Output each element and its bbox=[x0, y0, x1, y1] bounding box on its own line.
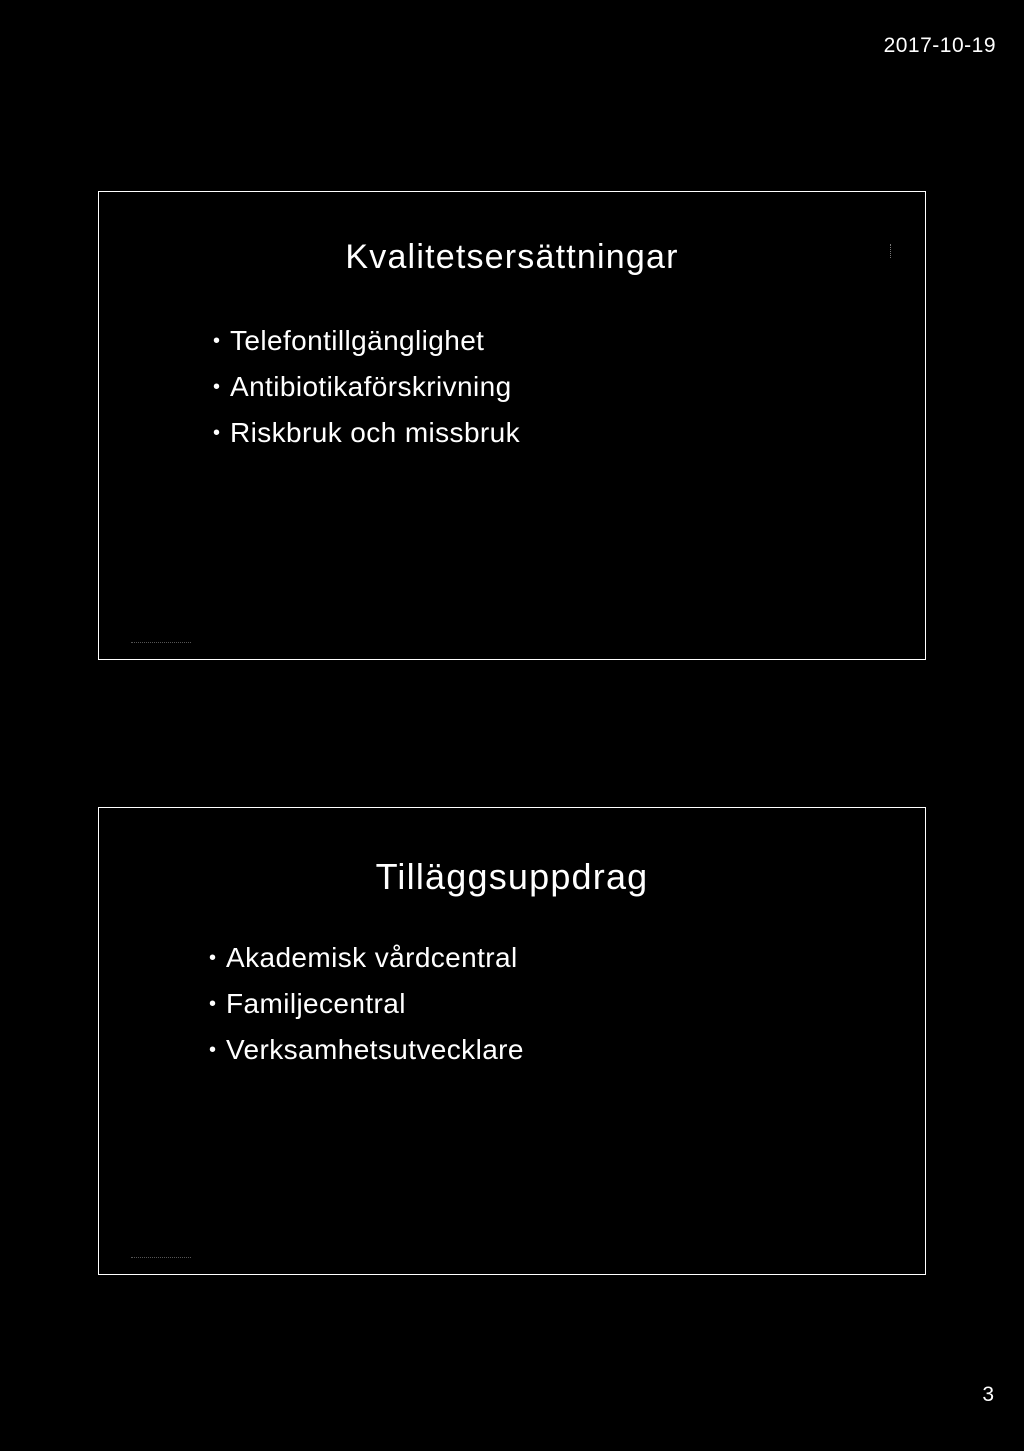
slide-2-bullet-text: Verksamhetsutvecklare bbox=[226, 1034, 524, 1065]
slide-2-bullet-text: Akademisk vårdcentral bbox=[226, 942, 518, 973]
page-number: 3 bbox=[982, 1383, 994, 1406]
slide-1-bullet-text: Telefontillgänglighet bbox=[230, 325, 485, 356]
slide-2-bullet-item bbox=[209, 1027, 524, 1073]
bullet-icon: • bbox=[213, 330, 221, 352]
bullet-icon: • bbox=[209, 993, 217, 1015]
slide-1-bullet-text: Riskbruk och missbruk bbox=[230, 417, 521, 448]
slide-2-bullet-item bbox=[209, 935, 524, 981]
slide-2-bullet-list bbox=[209, 935, 524, 1073]
slide-footer-mark bbox=[131, 642, 191, 647]
slide-2-bullet-text: Familjecentral bbox=[226, 988, 406, 1019]
slide-1-bullet-item bbox=[213, 364, 520, 410]
slide-1-title: Kvalitetsersättningar bbox=[345, 238, 679, 276]
bullet-icon: • bbox=[213, 376, 221, 398]
slide-footer-mark bbox=[131, 1257, 191, 1262]
slide-1-bullet-item bbox=[213, 318, 520, 364]
slide-1-bullet-text: Antibiotikaförskrivning bbox=[230, 371, 512, 402]
bullet-icon: • bbox=[213, 422, 221, 444]
bullet-icon: • bbox=[209, 1039, 217, 1061]
slide-2-title: Tilläggsuppdrag bbox=[375, 856, 649, 897]
slide-1 bbox=[98, 191, 926, 660]
slide-2-bullet-item bbox=[209, 981, 524, 1027]
header-date: 2017-10-19 bbox=[883, 34, 996, 57]
slide-1-bullet-list bbox=[213, 318, 520, 456]
slide-1-bullet-item bbox=[213, 410, 520, 456]
bullet-icon: • bbox=[209, 947, 217, 969]
slide-2 bbox=[98, 807, 926, 1275]
